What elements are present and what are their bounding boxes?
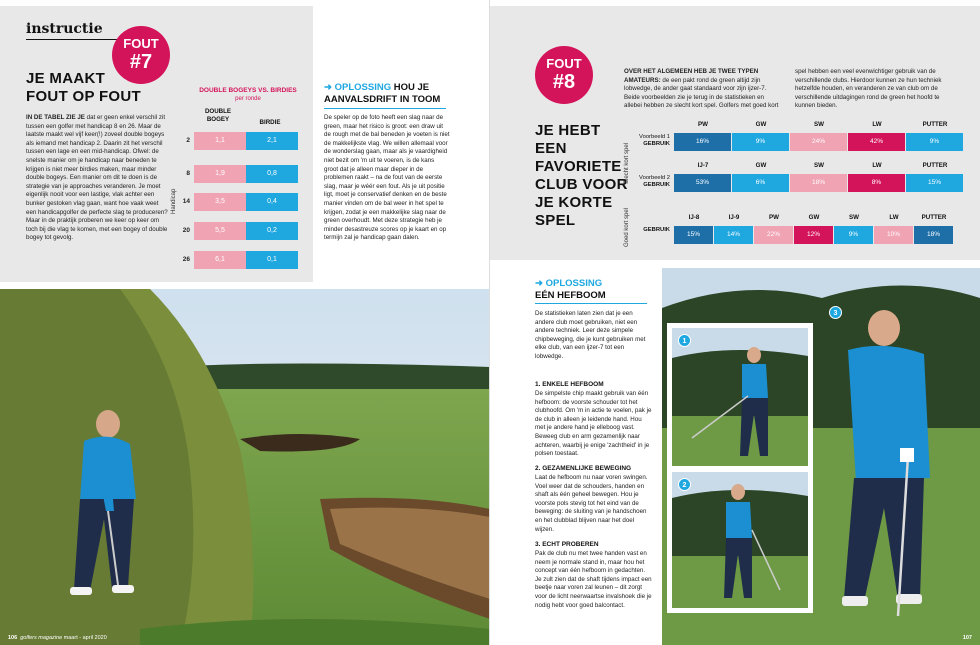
table-subtitle: per ronde — [235, 96, 261, 102]
club-header: GW — [808, 214, 820, 221]
bad-short-game-label: Slecht kort spel — [624, 142, 630, 184]
birdie-value: 0,2 — [246, 222, 298, 240]
club-header: SW — [814, 162, 824, 169]
use-label: GEBRUIK — [643, 141, 670, 147]
club-header: GW — [755, 162, 767, 169]
club-header: SW — [814, 121, 824, 128]
handicap-value: 8 — [186, 170, 190, 177]
table-row — [176, 222, 300, 240]
solution-underline — [324, 108, 446, 109]
club-usage-value: 10% — [874, 226, 913, 244]
club-header: LW — [872, 162, 882, 169]
step-1-title: 1. ENKELE HEFBOOM — [535, 381, 604, 388]
club-header: LW — [872, 121, 882, 128]
club-usage-value: 16% — [674, 133, 731, 151]
club-usage-value: 18% — [790, 174, 847, 192]
right-solution-underline — [535, 303, 647, 304]
use-label: GEBRUIK — [643, 227, 670, 233]
right-page — [490, 0, 980, 645]
example-label — [610, 134, 670, 148]
photo-number-2: 2 — [678, 478, 691, 491]
golf-course-image — [0, 289, 490, 645]
example-label — [610, 227, 670, 234]
left-headline: JE MAAKT FOUT OP FOUT — [26, 70, 141, 105]
club-header: LW — [889, 214, 899, 221]
club-usage-value: 53% — [674, 174, 731, 192]
table-row — [176, 251, 300, 269]
chip-photo-image — [662, 268, 980, 645]
example-name: Voorbeeld 1 — [639, 134, 670, 140]
fout-8-badge: FOUT #8 — [535, 46, 593, 104]
golfer-rough-photo — [0, 289, 490, 645]
club-header: IJ-9 — [728, 214, 740, 221]
club-usage-value: 9% — [834, 226, 873, 244]
club-usage-value: 8% — [848, 174, 905, 192]
club-usage-value: 24% — [790, 133, 847, 151]
double-bogey-value: 1,1 — [194, 132, 246, 150]
step-2-title: 2. GEZAMENLIJKE BEWEGING — [535, 465, 632, 472]
club-usage-value: 12% — [794, 226, 833, 244]
step-3-text: Pak de club nu met twee handen vast en neem je normale stand in, maar hou het concept van één hefboom in gedachten. Je zult zien dat de shaft tijdens impact een beetje naar voren zal leunen – dit zorgt voor de licht neerwaartse invalshoek die je nodig hebt voor goed balcontact. — [535, 550, 652, 609]
arrow-circle-icon: ➜ — [535, 278, 546, 289]
arrow-circle-icon: ➜ — [324, 82, 335, 93]
table-row — [176, 193, 300, 211]
club-usage-value: 15% — [674, 226, 713, 244]
example-name: Voorbeeld 2 — [639, 175, 670, 181]
photo-number-3: 3 — [829, 306, 842, 319]
good-short-game-label: Goed kort spel — [624, 207, 630, 247]
club-header: PUTTER — [921, 214, 947, 221]
step-3-title: 3. ECHT PROBEREN — [535, 541, 599, 548]
kicker-underline — [26, 39, 122, 40]
club-usage-value: 6% — [732, 174, 789, 192]
club-usage-value: 14% — [714, 226, 753, 244]
table-row — [176, 132, 300, 150]
handicap-value: 26 — [182, 256, 190, 263]
club-header: IJ-8 — [688, 214, 700, 221]
double-bogey-value: 6,1 — [194, 251, 246, 269]
club-usage-value: 22% — [754, 226, 793, 244]
step-1-text: De simpelste chip maakt gebruik van één hefboom: de voorste schouder tot het clubhoofd. Om 'm in actie te voelen, pak je de club in alleen je leidende hand. Hou met je andere hand je elleboog vast. Beweeg club en arm gezamenlijk naar achteren, waarbij je enige 'zachtheid' in je polsen toestaat. — [535, 390, 652, 458]
use-label: GEBRUIK — [643, 182, 670, 188]
club-usage-value: 9% — [732, 133, 789, 151]
birdie-value: 0,4 — [246, 193, 298, 211]
right-solution-title: ➜ OPLOSSING EÉN HEFBOOM — [535, 278, 606, 301]
double-bogey-value: 5,5 — [194, 222, 246, 240]
left-solution-title: ➜ OPLOSSING HOU JE AANVALSDRIFT IN TOOM — [324, 82, 441, 105]
right-solution-intro: De statistieken laten zien dat je een andere club moet gebruiken, niet een andere techniek. Leer deze simpele chipbeweging, die je kunt gebruiken met elke club, van een ijzer-7 tot een lobwedge. — [535, 310, 646, 360]
handicap-value: 14 — [182, 198, 190, 205]
footer-mag: 106 golfers magazine maart - april 2020 — [8, 635, 107, 641]
step-2-text: Laat de hefboom nu naar voren swingen. Voel weer dat de schouders, handen en shaft als één geheel bewegen. Hou je voorste pols stevig tot het eind van de beweging: de sluiting van je handschoen en het clubblad blijven naar het doel wijzen. — [535, 474, 648, 533]
left-solution-text: De speler op de foto heeft een slag naar de green, maar het risico is groot: een draw uit de rough met de bal beneden je voeten is niet de makkelijkste vlag. We willen allemaal voor de wonderslag gaan, maar als je vaardigheid niet bezit om 'm uit te voeren, is de kans groot dat je alleen maar dieper in de problemen raakt – na de fout van de eerste slag, maar je wéér een fout. Als je uit positie ligt, moet je conservatief denken en de beste manier vinden om de bal weer in het spel te krijgen, zodat je een makkelijke slag naar de green overhoudt. Met deze strategie heb je minder desastreuze scores op je kaart en op termijn zal je handicap gaan dalen. — [324, 114, 450, 242]
club-header: PW — [769, 214, 779, 221]
chip-sequence-photo — [662, 268, 980, 645]
table-row — [176, 165, 300, 183]
club-usage-value: 9% — [906, 133, 963, 151]
club-usage-value: 15% — [906, 174, 963, 192]
fout-7-badge: FOUT #7 — [112, 26, 170, 84]
double-bogey-value: 1,9 — [194, 165, 246, 183]
birdie-value: 0,8 — [246, 165, 298, 183]
double-bogey-value: 3,5 — [194, 193, 246, 211]
handicap-axis-label: Handicap — [171, 188, 177, 214]
example-label — [610, 175, 670, 189]
footer-page: 107 — [962, 635, 972, 641]
section-kicker: instructie — [26, 21, 103, 37]
handicap-value: 2 — [186, 137, 190, 144]
club-header: SW — [849, 214, 859, 221]
birdie-value: 2,1 — [246, 132, 298, 150]
club-header: IJ-7 — [697, 162, 709, 169]
col-birdie: BIRDIE — [259, 119, 281, 126]
club-header: GW — [755, 121, 767, 128]
col-double-bogey: DOUBLE BOGEY — [204, 108, 232, 123]
club-usage-value: 18% — [914, 226, 953, 244]
club-header: PUTTER — [922, 121, 948, 128]
birdie-value: 0,1 — [246, 251, 298, 269]
handicap-value: 20 — [182, 227, 190, 234]
table-title: DOUBLE BOGEYS VS. BIRDIES — [199, 87, 297, 94]
club-header: PW — [698, 121, 708, 128]
photo-number-1: 1 — [678, 334, 691, 347]
club-header: PUTTER — [922, 162, 948, 169]
right-intro-text: OVER HET ALGEMEEN HEB JE TWEE TYPEN AMATEURS: de een pakt rond de green altijd zijn lobwedge, de ander gaat standaard voor zijn ijzer-7. Beide voorbeelden zie je terug in de statistieken en allebei hebben ze slecht kort spel. Golfers met goed kort spel hebben een veel evenwichtiger gebruik van de verschillende clubs. Hierdoor kunnen ze hun techniek hetzelfde houden, en veranderen ze van club om de verschillende uitdagingen rond de green het hoofd te kunnen bieden. — [624, 68, 942, 110]
left-intro-text: IN DE TABEL ZIE JE dat er geen enkel verschil zit tussen een golfer met handicap 8 en 26. Maar de laatste maakt wel vijf keer(!) zoveel double bogeys als iemand met handicap 2. Daarin zit het verschil tussen een lage en een mid-handicap. Ofwel: de snelste manier om je handicap naar beneden te krijgen is niet meer birdies maken, maar minder double bogeys. Een manier om dit te doen is de strategie van je approaches veranderen. Je moet eigenlijk nooit voor een lastige, vlak achter een bunker gestoken vlag gaan, want hoe vaak weet een handicapgolfer de perfecte slag te produceren? Maar in de praktijk proberen we keer op keer om toch bij die vlag te komen, met een bogey of double bogey tot gevolg. — [26, 114, 168, 242]
right-headline: JE HEBT EEN FAVORIETE CLUB VOOR JE KORTE SPEL — [535, 122, 628, 229]
club-usage-value: 42% — [848, 133, 905, 151]
